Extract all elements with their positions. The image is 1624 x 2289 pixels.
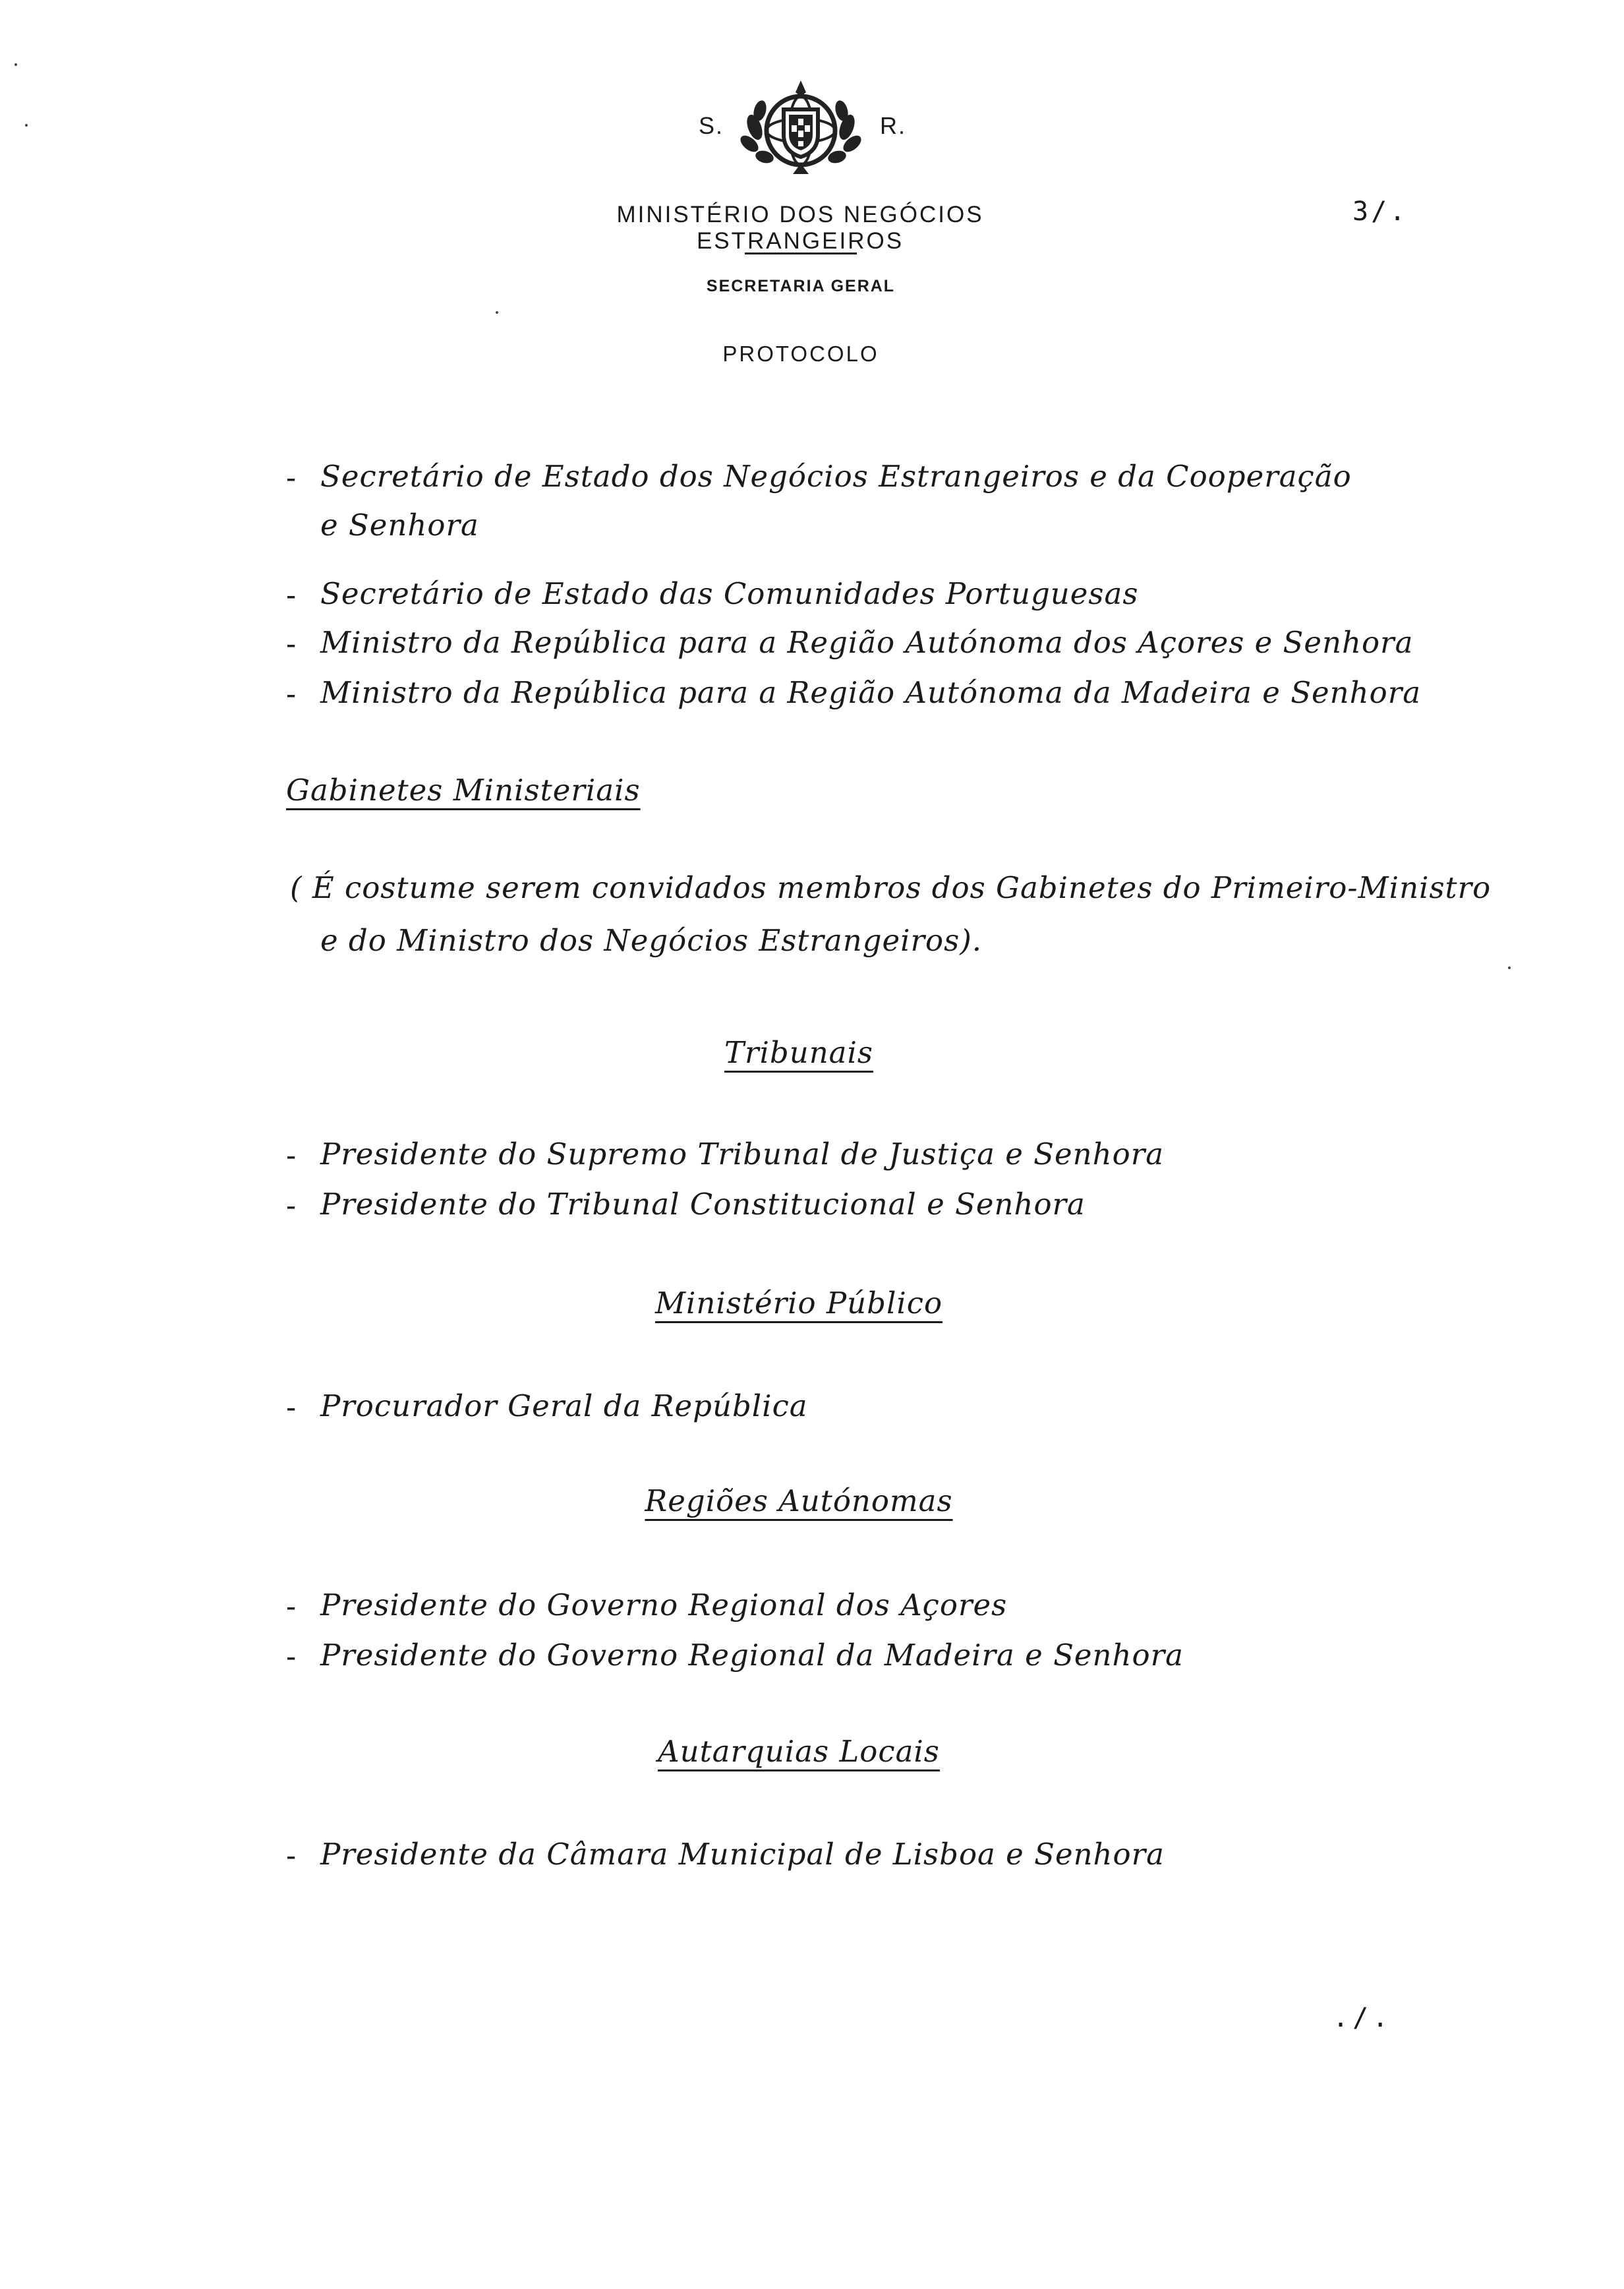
gabinetes-note-continuation: e do Ministro dos Negócios Estrangeiros). bbox=[320, 923, 983, 958]
list-dash: - bbox=[286, 1589, 297, 1624]
list-item: Presidente da Câmara Municipal de Lisboa e Senhora bbox=[320, 1837, 1165, 1872]
list-item: Presidente do Supremo Tribunal de Justiça e Senhora bbox=[320, 1137, 1165, 1172]
list-dash: - bbox=[286, 676, 297, 711]
header-right-initial: R. bbox=[880, 112, 906, 139]
section-heading-autarquias-locais: Autarquias Locais bbox=[658, 1734, 940, 1769]
header-divider bbox=[745, 253, 857, 254]
list-dash: - bbox=[286, 626, 297, 661]
department-name: SECRETARIA GERAL bbox=[706, 277, 896, 295]
list-dash: - bbox=[286, 1838, 297, 1873]
section-heading-regioes-autonomas: Regiões Autónomas bbox=[645, 1483, 953, 1518]
list-item: Secretário de Estado dos Negócios Estrangeiros e da Cooperação bbox=[320, 459, 1352, 494]
list-item: Procurador Geral da República bbox=[320, 1388, 808, 1423]
list-dash: - bbox=[286, 1188, 297, 1223]
gabinetes-note: ( É costume serem convidados membros dos Gabinetes do Primeiro-Ministro bbox=[290, 870, 1492, 905]
list-dash: - bbox=[286, 1390, 297, 1425]
list-dash: - bbox=[286, 578, 297, 612]
header-left-initial: S. bbox=[699, 112, 724, 139]
list-item: Ministro da República para a Região Autónoma da Madeira e Senhora bbox=[320, 675, 1422, 710]
scan-speck bbox=[14, 63, 17, 66]
list-dash: - bbox=[286, 1639, 297, 1674]
portuguese-coat-of-arms-icon bbox=[735, 78, 867, 177]
section-heading-tribunais: Tribunais bbox=[724, 1035, 873, 1070]
list-dash: - bbox=[286, 460, 297, 495]
ministry-name: MINISTÉRIO DOS NEGÓCIOS ESTRANGEIROS bbox=[616, 202, 984, 254]
list-item: Ministro da República para a Região Autónoma dos Açores e Senhora bbox=[320, 625, 1414, 660]
continued-mark: ./. bbox=[1333, 2003, 1393, 2033]
section-heading-ministerio-publico: Ministério Público bbox=[654, 1286, 943, 1321]
list-item-continuation: e Senhora bbox=[320, 508, 479, 543]
list-item: Presidente do Governo Regional da Madeira e Senhora bbox=[320, 1638, 1184, 1673]
scan-speck bbox=[496, 311, 498, 314]
list-item: Presidente do Governo Regional dos Açores bbox=[320, 1588, 1008, 1622]
list-item: Presidente do Tribunal Constitucional e Senhora bbox=[320, 1187, 1086, 1222]
list-dash: - bbox=[286, 1138, 297, 1173]
scan-speck bbox=[1508, 966, 1511, 969]
page-number: 3/. bbox=[1352, 196, 1408, 227]
scan-speck bbox=[25, 124, 28, 127]
section-name: PROTOCOLO bbox=[722, 342, 879, 366]
section-heading-gabinetes: Gabinetes Ministeriais bbox=[286, 773, 641, 808]
list-item: Secretário de Estado das Comunidades Portuguesas bbox=[320, 576, 1139, 611]
